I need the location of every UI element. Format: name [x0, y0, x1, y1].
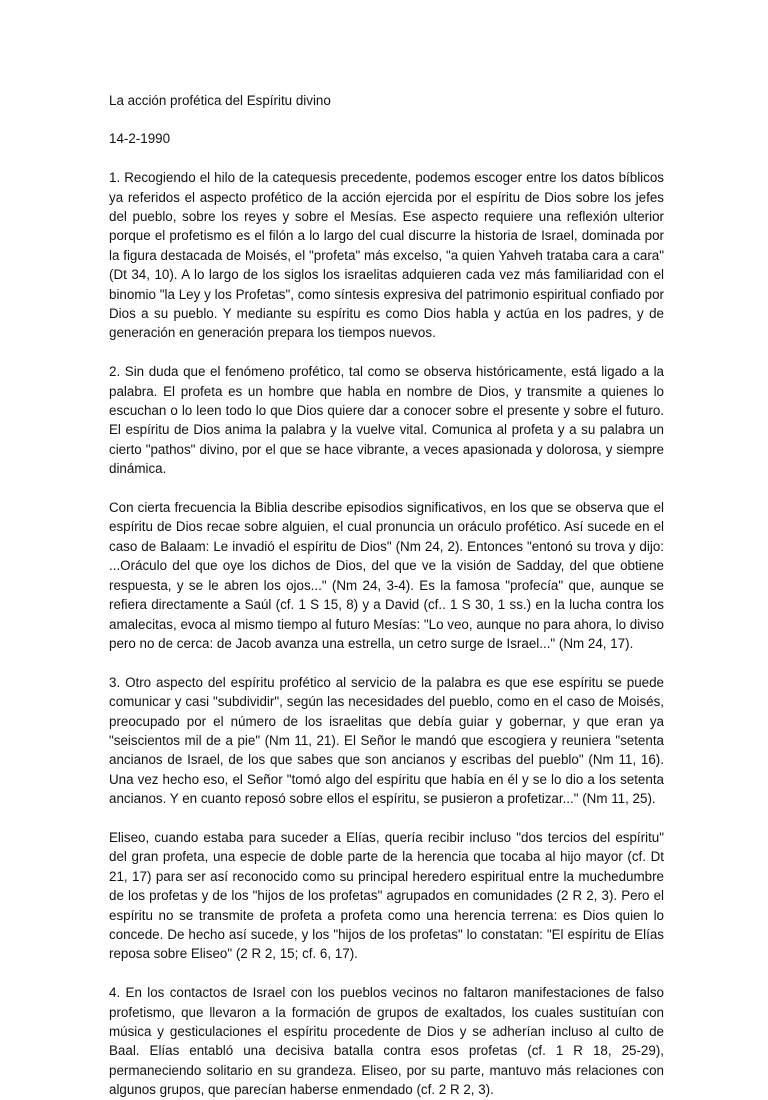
paragraph-6: 4. En los contactos de Israel con los pueblos vecinos no faltaron manifestaciones de falso profetismo, que llevaron a la formación de grupos de exaltados, los cuales sustituían con música y gesticulaciones el espíritu procedente de Dios y se adherían incluso al culto de Baal. Elías entabló una decisiva batalla contra esos profetas (cf. 1 R 18, 25-29), permaneciendo solitario en su grandeza. Eliseo, por su parte, mantuvo más relaciones con algunos grupos, que parecían haberse enmendado (cf. 2 R 2, 3). [109, 985, 664, 1098]
paragraph-4: 3. Otro aspecto del espíritu profético al servicio de la palabra es que ese espíritu se puede comunicar y casi "subdividir", según las necesidades del pueblo, como en el caso de Moisés, preocupado por el número de los israelitas que debía guiar y gobernar, y que eran ya "seiscientos mil de a pie" (Nm 11, 21). El Señor le mandó que escogiera y reuniera "setenta ancianos de Israel, de los que sabes que son ancianos y escribas del pueblo" (Nm 11, 16). Una vez hecho eso, el Señor "tomó algo del espíritu que había en él y se lo dio a los setenta ancianos. Y en cuanto reposó sobre ellos el espíritu, se pusieron a profetizar..." (Nm 11, 25). [109, 674, 664, 807]
document-title: La acción profética del Espíritu divino [109, 93, 331, 108]
document-date: 14-2-1990 [109, 131, 171, 147]
paragraph-2: 2. Sin duda que el fenómeno profético, tal como se observa históricamente, está ligado a la palabra. El profeta es un hombre que habla en nombre de Dios, y transmite a quienes lo escuchan o lo leen todo lo que Dios quiere dar a conocer sobre el presente y sobre el futuro. El espíritu de Dios anima la palabra y la vuelve vital. Comunica al profeta y a su palabra un cierto "pathos" divino, por el que se hace vibrante, a veces apasionada y dolorosa, y siempre dinámica. [109, 364, 664, 477]
paragraph-3: Con cierta frecuencia la Biblia describe episodios significativos, en los que se observa que el espíritu de Dios recae sobre alguien, el cual pronuncia un oráculo profético. Así sucede en el caso de Balaam: Le invadió el espíritu de Dios" (Nm 24, 2). Entonces "entonó su trova y dijo: ...Oráculo del que oye los dichos de Dios, del que ve la visión de Sadday, del que obtiene respuesta, y se le abren los ojos..." (Nm 24, 3-4). Es la famosa "profecía" que, aunque se refiera directamente a Saúl (cf. 1 S 15, 8) y a David (cf.. 1 S 30, 1 ss.) en la lucha contra los amalecitas, evoca al mismo tiempo al futuro Mesías: "Lo veo, aunque no para ahora, lo diviso pero no de cerca: de Jacob avanza una estrella, un cetro surge de Israel..." (Nm 24, 17). [109, 500, 664, 651]
paragraph-1: 1. Recogiendo el hilo de la catequesis precedente, podemos escoger entre los datos bíblicos ya referidos el aspecto profético de la acción ejercida por el espíritu de Dios sobre los jefes del pueblo, sobre los reyes y sobre el Mesías. Ese aspecto requiere una reflexión ulterior porque el profetismo es el filón a lo largo del cual discurre la historia de Israel, dominada por la figura destacada de Moisés, el "profeta" más excelso, "a quien Yahveh trataba cara a cara" (Dt 34, 10). A lo largo de los siglos los israelitas adquieren cada vez más familiaridad con el binomio "la Ley y los Profetas", como síntesis expresiva del patrimonio espiritual confiado por Dios a su pueblo. Y mediante su espíritu es como Dios habla y actúa en los padres, y de generación en generación prepara los tiempos nuevos. [109, 170, 664, 341]
paragraph-5: Eliseo, cuando estaba para suceder a Elías, quería recibir incluso "dos tercios del espíritu" del gran profeta, una especie de doble parte de la herencia que tocaba al hijo mayor (cf. Dt 21, 17) para ser así reconocido como su principal heredero espiritual entre la muchedumbre de los profetas y de los "hijos de los profetas" agrupados en comunidades (2 R 2, 3). Pero el espíritu no se transmite de profeta a profeta como una herencia terrena: es Dios quien lo concede. De hecho así sucede, y los "hijos de los profetas" lo constatan: "El espíritu de Elías reposa sobre Eliseo" (2 R 2, 15; cf. 6, 17). [109, 829, 664, 962]
